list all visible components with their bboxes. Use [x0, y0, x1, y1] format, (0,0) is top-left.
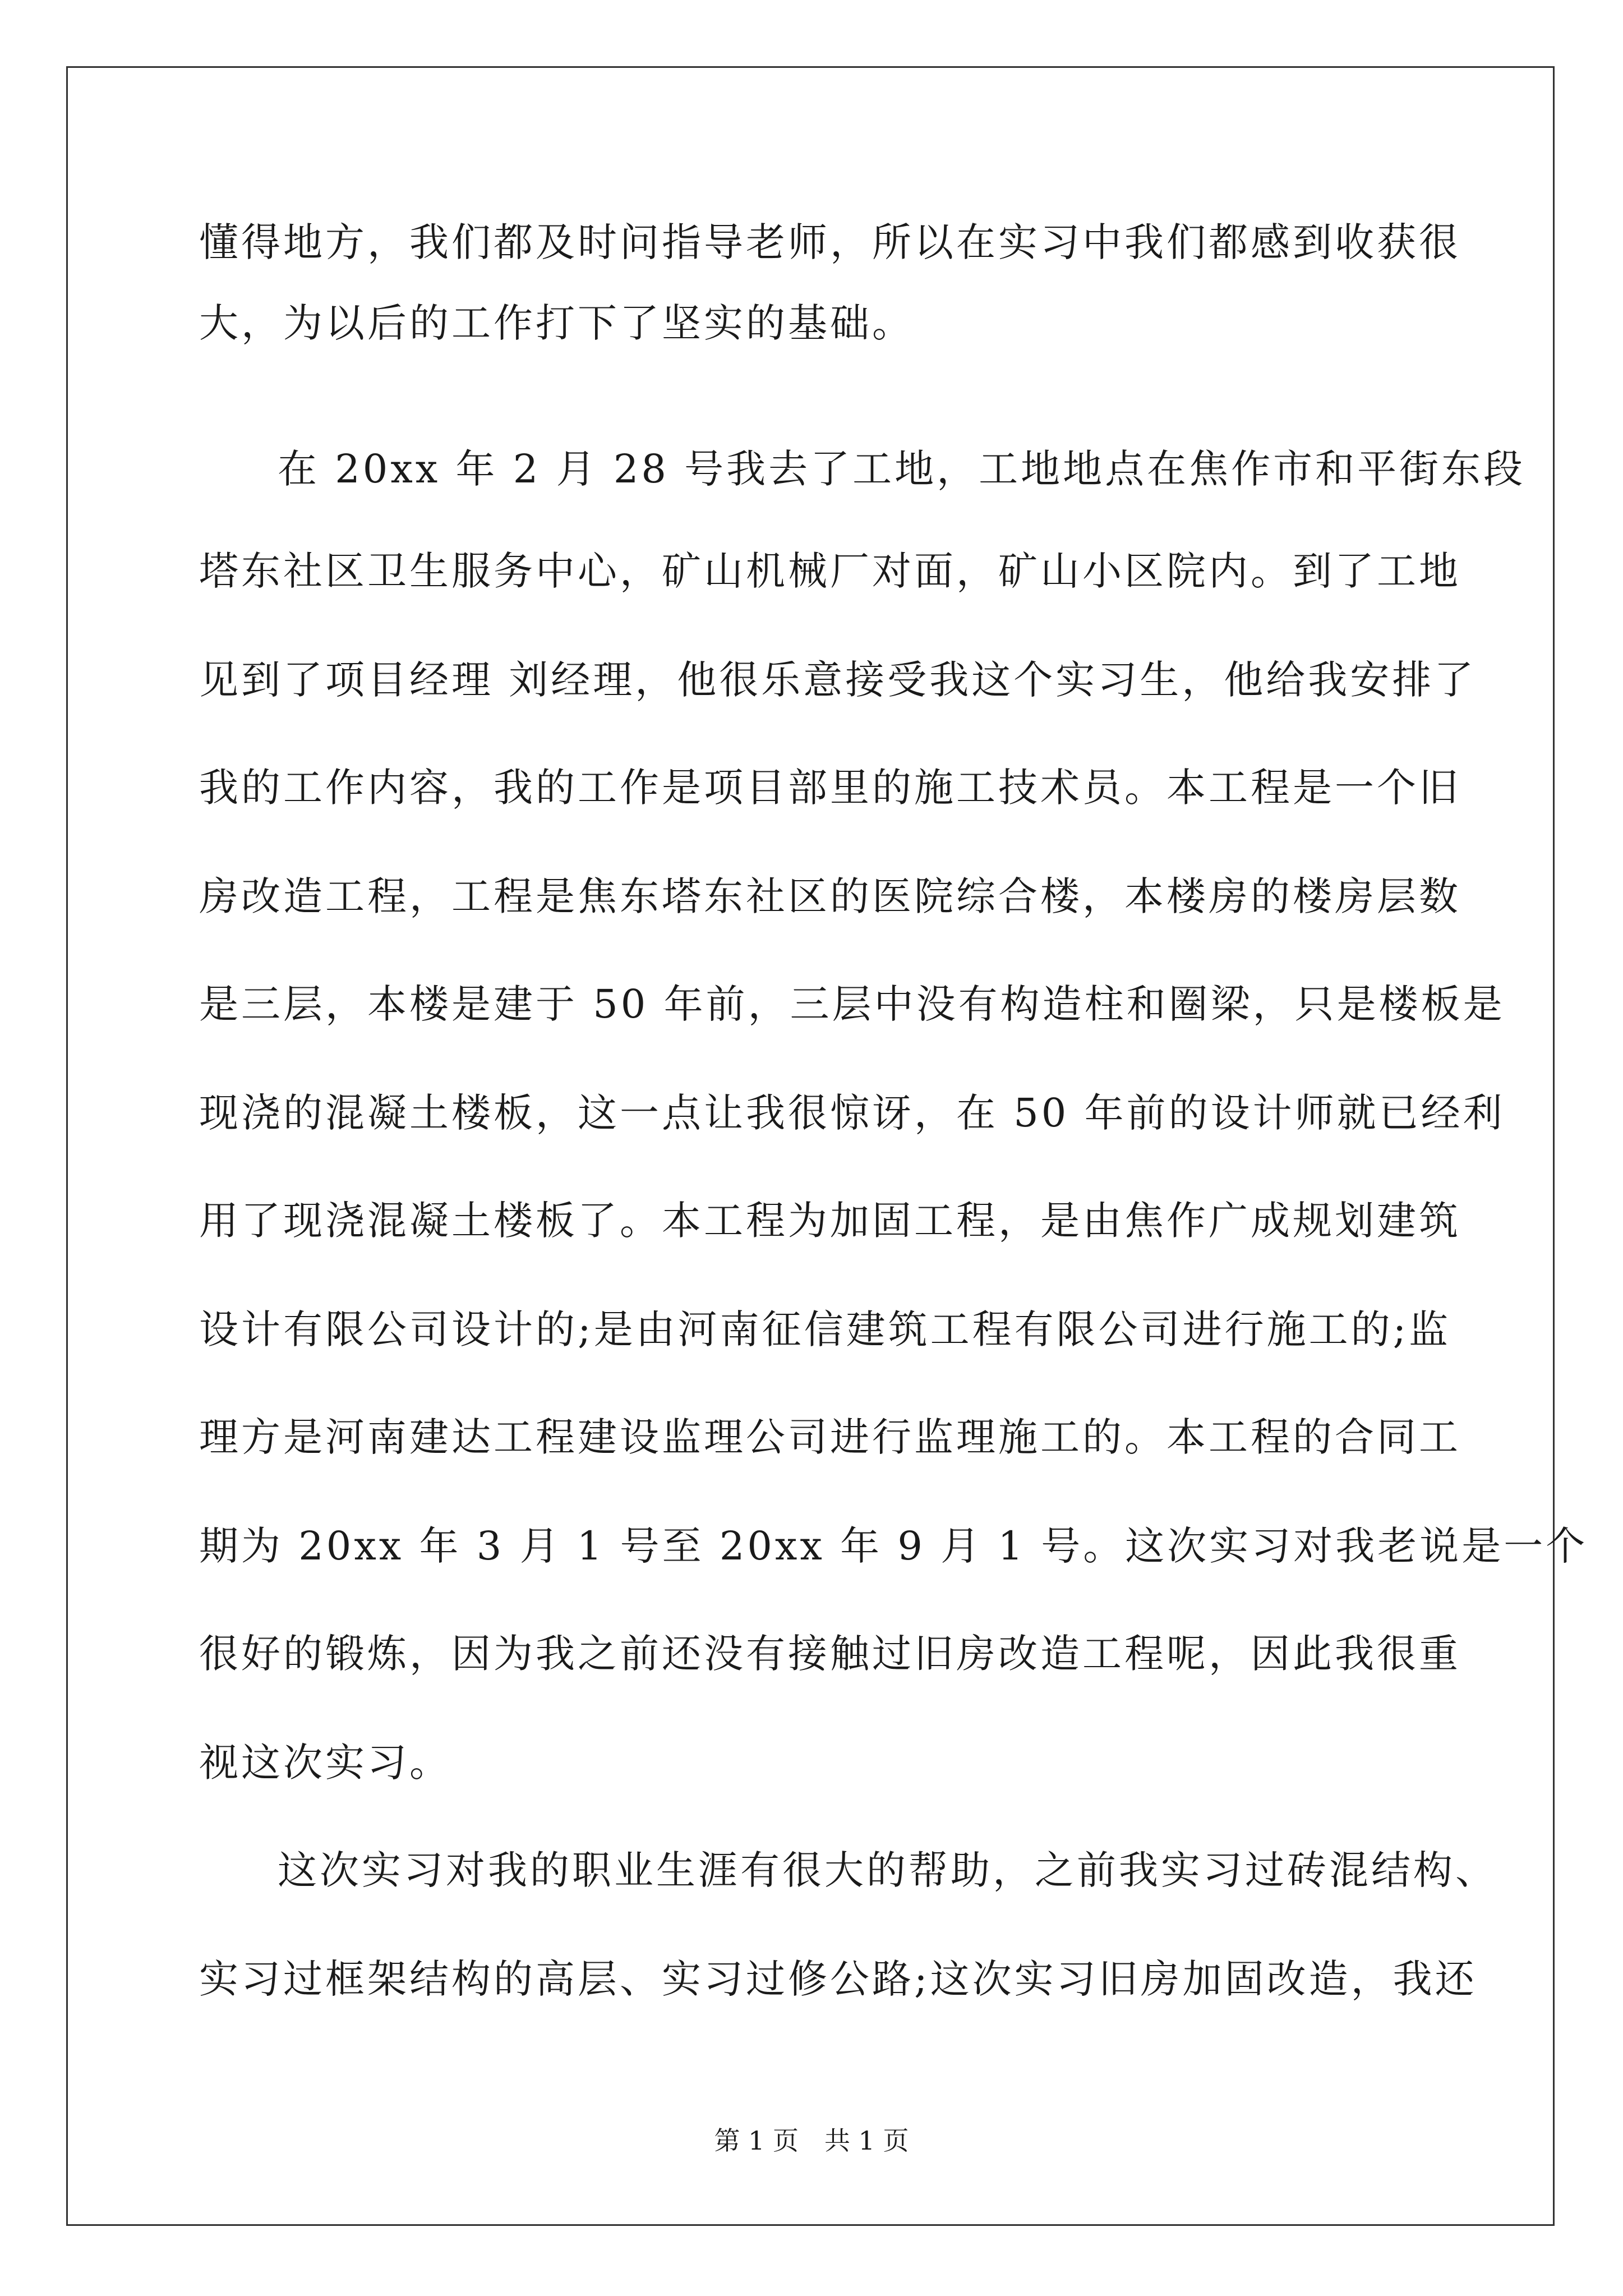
body-line-3: 在 20xx 年 2 月 28 号我去了工地，工地地点在焦作市和平街东段: [278, 446, 1526, 492]
body-line-5: 见到了项目经理 刘经理，他很乐意接受我这个实习生，他给我安排了: [199, 657, 1477, 703]
page-number-footer: 第 1 页 共 1 页: [714, 2125, 909, 2156]
body-line-4: 塔东社区卫生服务中心，矿山机械厂对面，矿山小区院内。到了工地: [199, 548, 1461, 594]
body-line-14: 很好的锻炼，因为我之前还没有接触过旧房改造工程呢，因此我很重: [199, 1631, 1461, 1677]
body-line-12: 理方是河南建达工程建设监理公司进行监理施工的。本工程的合同工: [199, 1414, 1461, 1460]
body-line-10: 用了现浇混凝土楼板了。本工程为加固工程，是由焦作广成规划建筑: [199, 1198, 1461, 1244]
body-line-11: 设计有限公司设计的;是由河南征信建筑工程有限公司进行施工的;监: [199, 1306, 1451, 1352]
body-line-13: 期为 20xx 年 3 月 1 号至 20xx 年 9 月 1 号。这次实习对我老说是一个: [199, 1523, 1588, 1569]
body-line-17: 实习过框架结构的高层、实习过修公路;这次实习旧房加固改造，我还: [199, 1956, 1477, 2002]
body-line-16: 这次实习对我的职业生涯有很大的帮助，之前我实习过砖混结构、: [278, 1847, 1497, 1893]
page-frame: [66, 66, 1588, 2226]
body-line-1: 懂得地方，我们都及时问指导老师，所以在实习中我们都感到收获很: [199, 219, 1461, 265]
body-line-15: 视这次实习。: [199, 1740, 451, 1786]
body-line-7: 房改造工程，工程是焦东塔东社区的医院综合楼，本楼房的楼房层数: [199, 873, 1461, 919]
body-line-8: 是三层，本楼是建于 50 年前，三层中没有构造柱和圈梁，只是楼板是: [199, 981, 1505, 1027]
body-line-9: 现浇的混凝土楼板，这一点让我很惊讶，在 50 年前的设计师就已经利: [199, 1090, 1505, 1136]
body-line-2: 大，为以后的工作打下了坚实的基础。: [199, 300, 914, 346]
body-line-6: 我的工作内容，我的工作是项目部里的施工技术员。本工程是一个旧: [199, 765, 1461, 811]
